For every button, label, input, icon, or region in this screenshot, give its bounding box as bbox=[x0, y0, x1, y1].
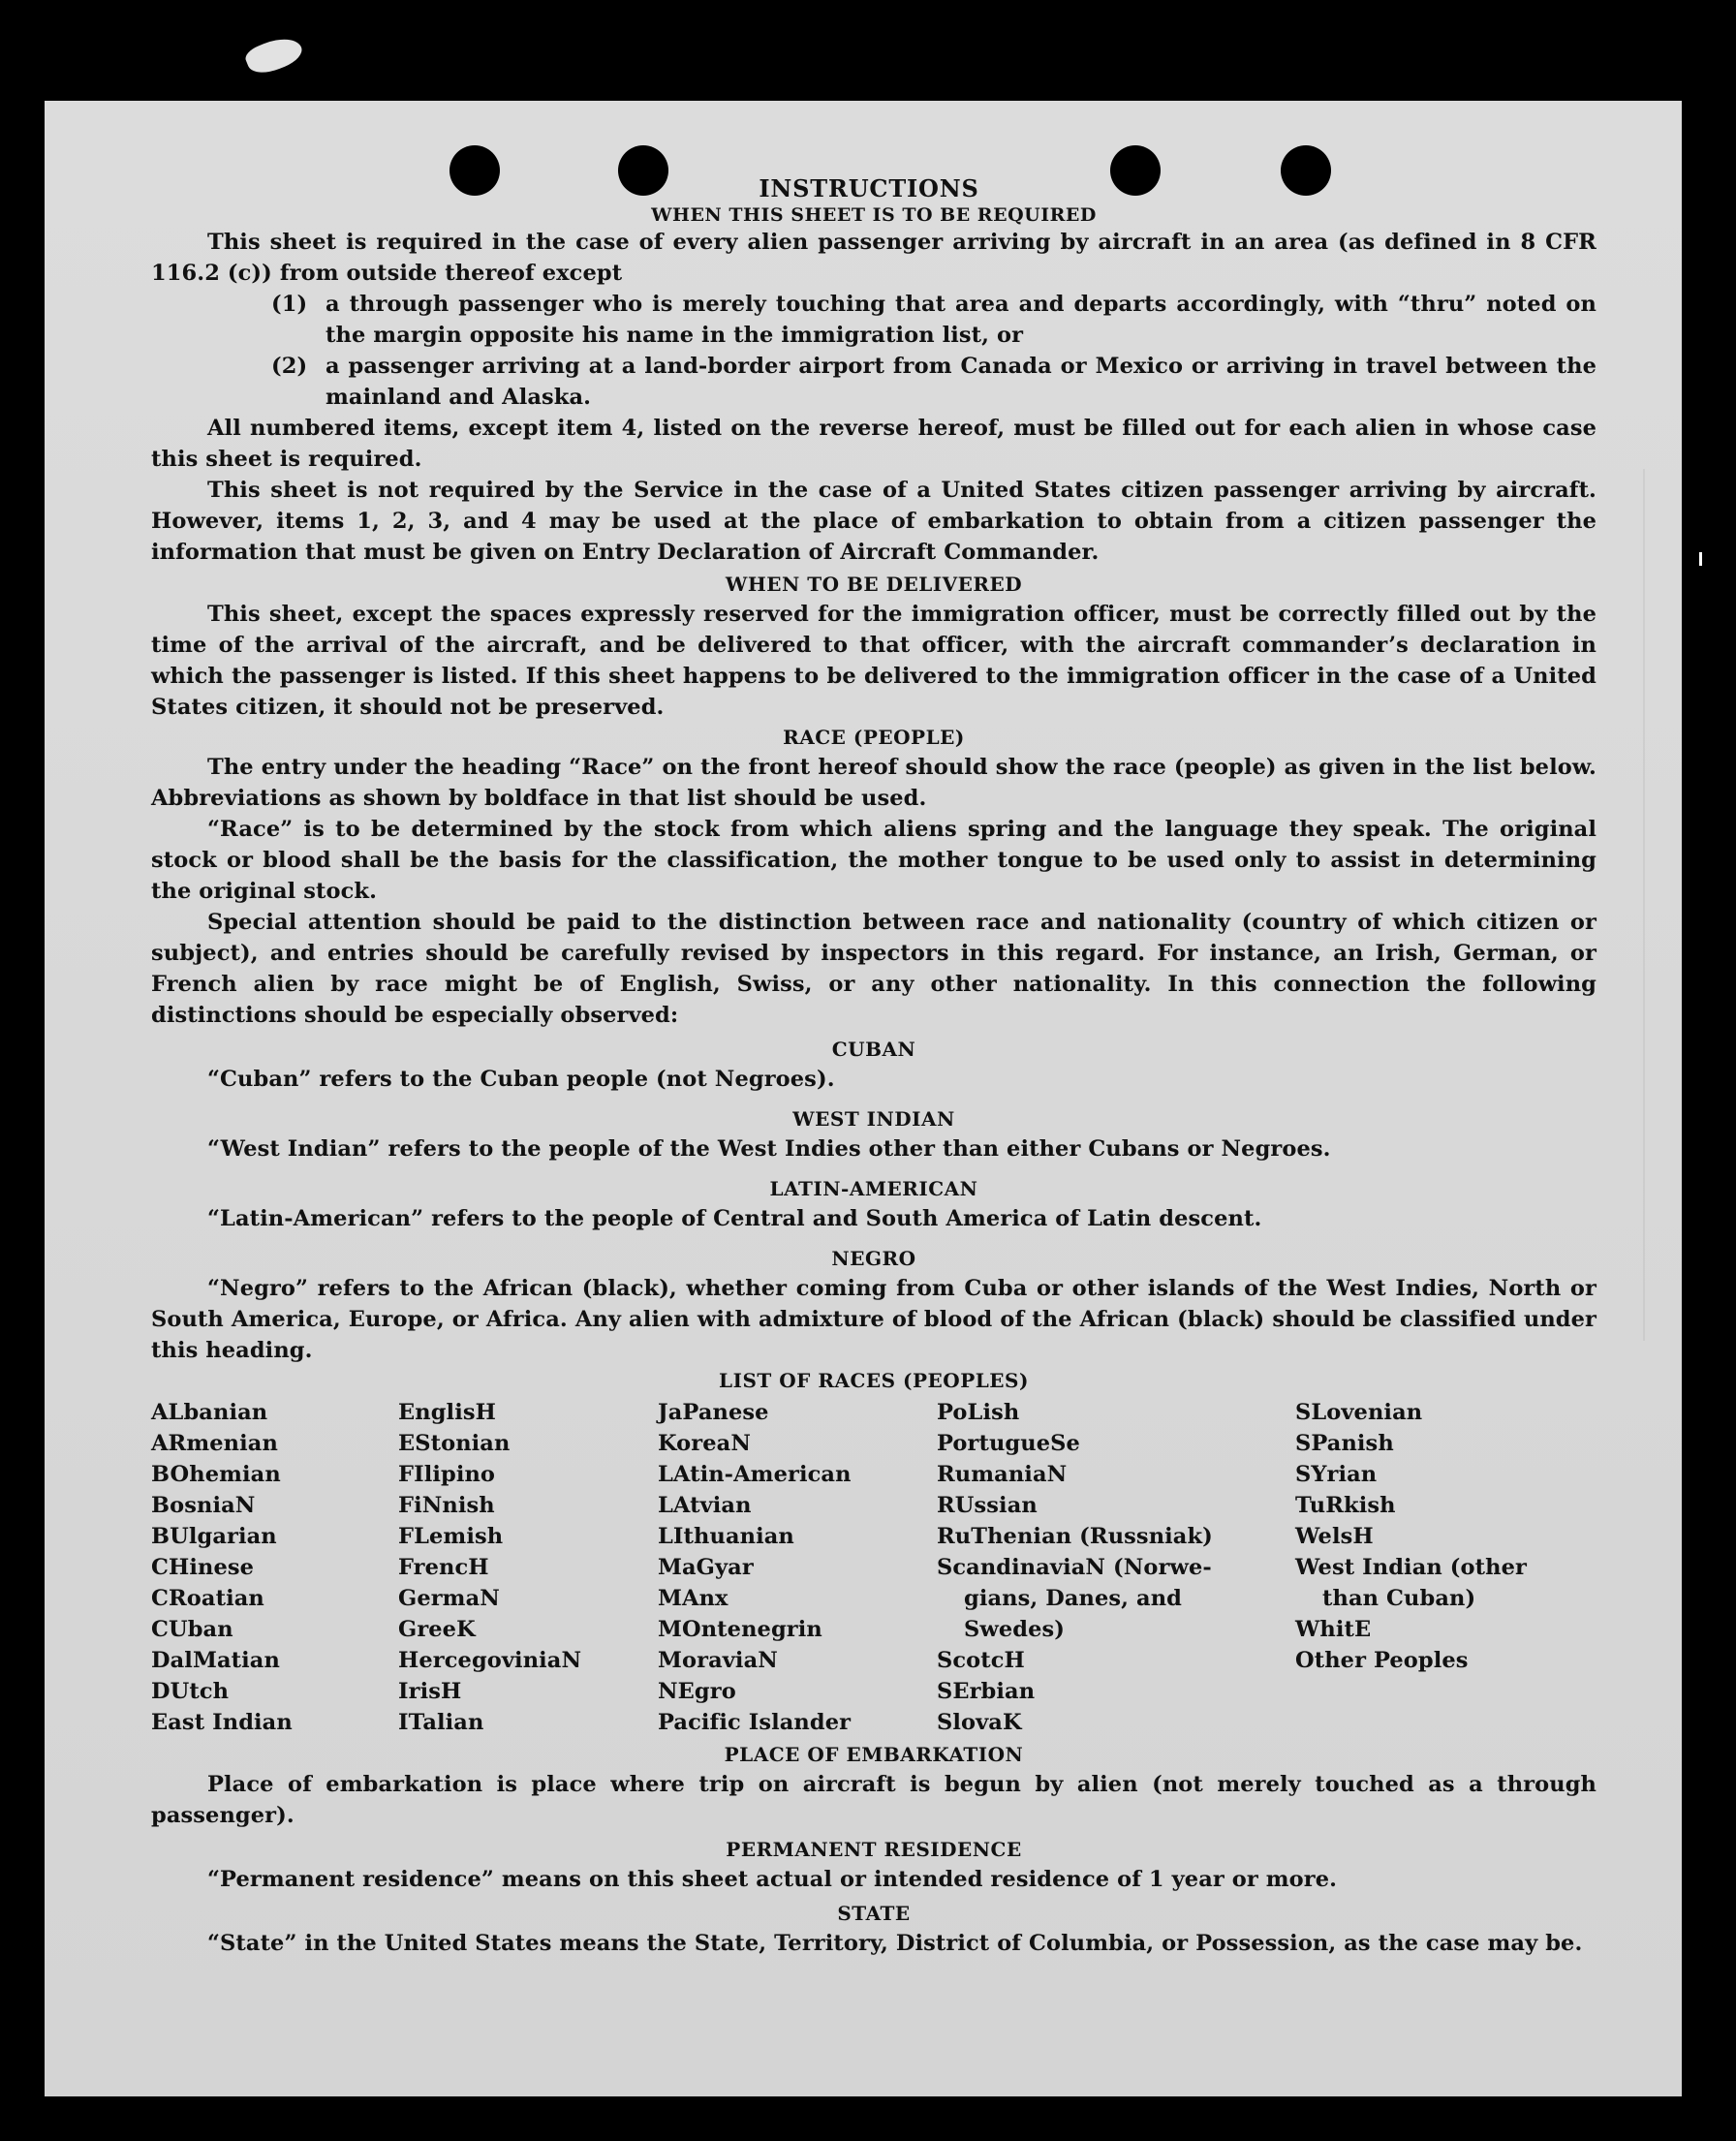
race-entry: BOhemian bbox=[151, 1462, 281, 1487]
race-entry: DUtch bbox=[151, 1679, 230, 1704]
section-title-cuban: CUBAN bbox=[831, 1038, 916, 1061]
definition-embarkation: Place of embarkation is place where trip on aircraft is begun by alien (not merely touched as a through passenger). bbox=[151, 1772, 1596, 1828]
race-entry: Pacific Islander bbox=[658, 1710, 852, 1735]
race-entry: SLovenian bbox=[1295, 1400, 1423, 1425]
race-entry: MaGyar bbox=[658, 1555, 754, 1580]
race-entry: RumaniaN bbox=[937, 1462, 1068, 1487]
races-column-5 bbox=[1295, 1397, 1596, 1738]
race-entry: Other Peoples bbox=[1295, 1648, 1469, 1673]
section-title-west-indian: WEST INDIAN bbox=[792, 1107, 955, 1131]
race-entry: LAtvian bbox=[658, 1493, 752, 1518]
list-item bbox=[271, 351, 1596, 413]
race-entry: MOntenegrin bbox=[658, 1617, 822, 1642]
race-entry: CRoatian bbox=[151, 1586, 264, 1611]
definition-west-indian: “West Indian” refers to the people of the West Indies other than either Cubans or Negroes. bbox=[207, 1136, 1331, 1162]
race-entry: IrisH bbox=[398, 1679, 462, 1704]
race-entry: FIlipino bbox=[398, 1462, 496, 1487]
race-entry: PoLish bbox=[937, 1400, 1020, 1425]
instructions-body bbox=[151, 174, 1596, 1959]
section-title-negro: NEGRO bbox=[831, 1247, 916, 1270]
definition-negro: “Negro” refers to the African (black), whether coming from Cuba or other islands of the West Indies, North or South America, Europe, or Africa. Any alien with admixture of blood of the African (black) should be classified under this heading. bbox=[151, 1276, 1596, 1363]
definition-latin-american: “Latin-American” refers to the people of Central and South America of Latin descent. bbox=[207, 1206, 1262, 1231]
item-number: (1) bbox=[271, 292, 308, 317]
race-entry: NEgro bbox=[658, 1679, 736, 1704]
race-entry: WhitE bbox=[1295, 1617, 1372, 1642]
races-column-1 bbox=[151, 1397, 398, 1738]
race-entry: EStonian bbox=[398, 1431, 511, 1456]
race-entry: WelsH bbox=[1295, 1524, 1374, 1549]
race-entry: ALbanian bbox=[151, 1400, 268, 1425]
race-entry: BUlgarian bbox=[151, 1524, 277, 1549]
scan-mark bbox=[1699, 552, 1702, 566]
section-title-latin-american: LATIN-AMERICAN bbox=[769, 1177, 978, 1200]
race-entry: ITalian bbox=[398, 1710, 484, 1735]
race-entry: JaPanese bbox=[658, 1400, 769, 1425]
item-text: a through passenger who is merely touching that area and departs accordingly, with “thru” noted on the margin opposite his name in the immigration list, or bbox=[326, 292, 1596, 348]
race-entry: SPanish bbox=[1295, 1431, 1394, 1456]
page-title: INSTRUCTIONS bbox=[759, 174, 979, 202]
section-title-embarkation: PLACE OF EMBARKATION bbox=[724, 1743, 1024, 1766]
section-title-state: STATE bbox=[837, 1902, 911, 1925]
section-title-list-of-races: LIST OF RACES (PEOPLES) bbox=[719, 1369, 1029, 1392]
race-entry: BosniaN bbox=[151, 1493, 256, 1518]
race-entry: East Indian bbox=[151, 1710, 293, 1735]
race-entry: LIthuanian bbox=[658, 1524, 794, 1549]
race-entry: SlovaK bbox=[937, 1710, 1022, 1735]
race-entry: ARmenian bbox=[151, 1431, 278, 1456]
race-entry: TuRkish bbox=[1295, 1493, 1396, 1518]
section-title-residence: PERMANENT RESIDENCE bbox=[726, 1838, 1022, 1861]
race-entry: than Cuban) bbox=[1322, 1586, 1476, 1611]
paper-fragment bbox=[242, 31, 305, 79]
races-table bbox=[151, 1397, 1596, 1738]
race-entry: HercegoviniaN bbox=[398, 1648, 582, 1673]
race-entry: FiNnish bbox=[398, 1493, 495, 1518]
item-number: (2) bbox=[271, 354, 308, 379]
paragraph-race-3: Special attention should be paid to the distinction between race and nationality (country of which citizen or subject), and entries should be carefully revised by inspectors in this regard. For instance, an Irish, German, or French alien by race might be of English, Swiss, or any other nationality. In this connection the following distinctions should be especially observed: bbox=[151, 910, 1596, 1028]
races-column-4 bbox=[937, 1397, 1295, 1738]
paragraph-citizen: This sheet is not required by the Service in the case of a United States citizen passenger arriving by aircraft. However, items 1, 2, 3, and 4 may be used at the place of embarkation to obtain from a citizen passenger the information that must be given on Entry Declaration of Aircraft Commander. bbox=[151, 478, 1596, 565]
race-entry: CHinese bbox=[151, 1555, 255, 1580]
race-entry: SYrian bbox=[1295, 1462, 1378, 1487]
race-entry: KoreaN bbox=[658, 1431, 751, 1456]
paragraph-race-1: The entry under the heading “Race” on the front hereof should show the race (people) as given in the list below. Abbreviations as shown by boldface in that list should be used. bbox=[151, 755, 1596, 811]
race-entry: DalMatian bbox=[151, 1648, 280, 1673]
races-column-3 bbox=[658, 1397, 937, 1738]
race-entry: EnglisH bbox=[398, 1400, 496, 1425]
race-entry: Swedes) bbox=[964, 1617, 1065, 1642]
race-entry: MAnx bbox=[658, 1586, 728, 1611]
race-entry: PortugueSe bbox=[937, 1431, 1080, 1456]
race-entry: CUban bbox=[151, 1617, 233, 1642]
race-entry: FLemish bbox=[398, 1524, 504, 1549]
definition-residence: “Permanent residence” means on this sheet actual or intended residence of 1 year or more. bbox=[207, 1867, 1338, 1892]
race-entry: SErbian bbox=[937, 1679, 1036, 1704]
race-entry: GermaN bbox=[398, 1586, 500, 1611]
race-entry: RUssian bbox=[937, 1493, 1038, 1518]
section-title-when-required: WHEN THIS SHEET IS TO BE REQUIRED bbox=[651, 204, 1097, 226]
paragraph-delivery: This sheet, except the spaces expressly reserved for the immigration officer, must be correctly filled out by the time of the arrival of the aircraft, and be delivered to that officer, with the aircraft commander’s declaration in which the passenger is listed. If this sheet happens to be delivered to the immigration officer in the case of a United States citizen, it should not be preserved. bbox=[151, 602, 1596, 720]
item-text: a passenger arriving at a land-border airport from Canada or Mexico or arriving in travel between the mainland and Alaska. bbox=[326, 354, 1596, 410]
race-entry: gians, Danes, and bbox=[964, 1586, 1183, 1611]
races-column-2 bbox=[398, 1397, 658, 1738]
race-entry: MoraviaN bbox=[658, 1648, 778, 1673]
race-entry: GreeK bbox=[398, 1617, 476, 1642]
race-entry: West Indian (other bbox=[1295, 1555, 1527, 1580]
race-entry: RuThenian (Russniak) bbox=[937, 1524, 1213, 1549]
paragraph-race-2: “Race” is to be determined by the stock from which aliens spring and the language they speak. The original stock or blood shall be the basis for the classification, the mother tongue to be used only to assist in determining the original stock. bbox=[151, 817, 1596, 904]
paragraph-intro: This sheet is required in the case of every alien passenger arriving by aircraft in an area (as defined in 8 CFR 116.2 (c)) from outside thereof except bbox=[151, 230, 1596, 286]
paragraph-numbered-items: All numbered items, except item 4, listed on the reverse hereof, must be filled out for each alien in whose case this sheet is required. bbox=[151, 416, 1596, 472]
list-item bbox=[271, 289, 1596, 351]
section-title-race: RACE (PEOPLE) bbox=[783, 726, 965, 749]
race-entry: ScotcH bbox=[937, 1648, 1025, 1673]
race-entry: LAtin-American bbox=[658, 1462, 852, 1487]
race-entry: ScandinaviaN (Norwe- bbox=[937, 1555, 1212, 1580]
race-entry: FrencH bbox=[398, 1555, 489, 1580]
document-sheet bbox=[45, 101, 1682, 2096]
definition-cuban: “Cuban” refers to the Cuban people (not Negroes). bbox=[207, 1067, 835, 1092]
section-title-when-delivered: WHEN TO BE DELIVERED bbox=[725, 573, 1023, 596]
definition-state: “State” in the United States means the State, Territory, District of Columbia, or Possession, as the case may be. bbox=[207, 1931, 1583, 1956]
